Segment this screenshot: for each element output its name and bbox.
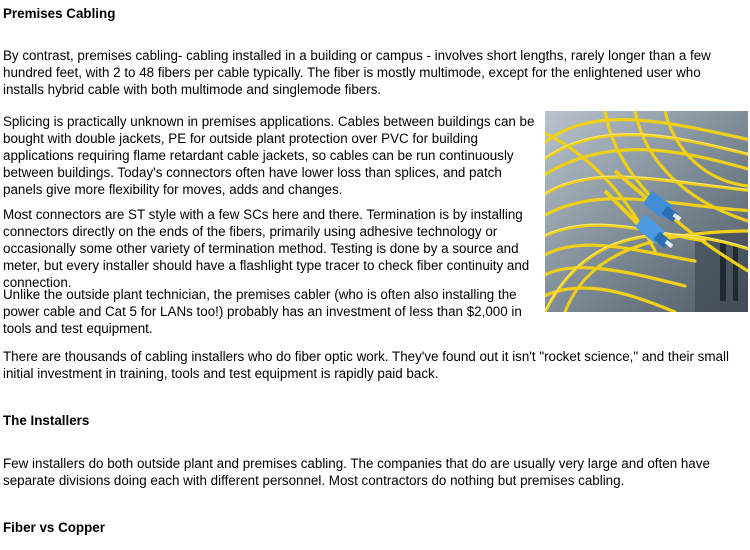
fiber-cable-illustration xyxy=(545,111,748,312)
paragraph-connectors: Most connectors are ST style with a few SCs here and there. Termination is by installing connectors directly on the ends of the fibers, primarily using adhesive technology or occasionally some other variety of termination method. Testing is done by a source and meter, but every installer should have a flashlight type tracer to check fiber continuity and connection. xyxy=(3,207,530,290)
heading-the-installers: The Installers xyxy=(3,413,90,428)
paragraph-premises-intro: By contrast, premises cabling- cabling installed in a building or campus - involves short lengths, rarely longer than a few hundred feet, with 2 to 48 fibers per cable typically. The fiber is mostly multimode, except for the enlightened user who installs hybrid cable with both multimode and singlemode fibers. xyxy=(3,48,711,97)
paragraph-premises-cabler: Unlike the outside plant technician, the premises cabler (who is often also installing the power cable and Cat 5 for LANs too!) probably has an investment of less than $2,000 in tools and test equipment. xyxy=(3,287,522,336)
paragraph-thousands-installers: There are thousands of cabling installers who do fiber optic work. They've found out it isn't "rocket science," and their small initial investment in training, tools and test equipment is rapidly paid back. xyxy=(3,349,729,381)
fiber-patch-cable-photo xyxy=(545,111,748,312)
heading-premises-cabling: Premises Cabling xyxy=(3,6,116,21)
paragraph-installers: Few installers do both outside plant and premises cabling. The companies that do are usually very large and often have separate divisions doing each with different personnel. Most contractors do nothing but premises cabling. xyxy=(3,456,710,488)
heading-fiber-vs-copper: Fiber vs Copper xyxy=(3,520,105,535)
paragraph-splicing: Splicing is practically unknown in premises applications. Cables between buildings can be bought with double jackets, PE for outside plant protection over PVC for building applications requiring flame retardant cable jackets, so cables can be run continuously between buildings. Today's connectors often have lower loss than splices, and patch panels give more flexibility for moves, adds and changes. xyxy=(3,114,535,197)
